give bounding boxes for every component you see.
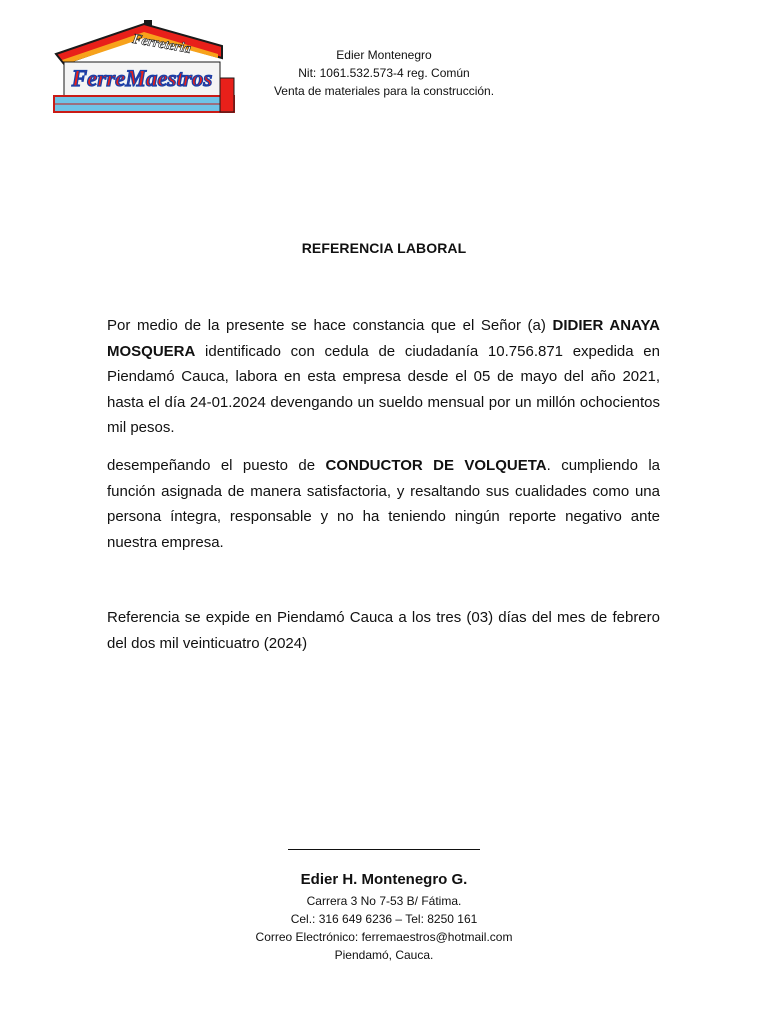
document-title: REFERENCIA LABORAL bbox=[301, 240, 467, 256]
p1-intro: Por medio de la presente se hace constancia que el Señor (a) bbox=[107, 317, 553, 334]
employee-role: CONDUCTOR DE VOLQUETA bbox=[325, 457, 547, 474]
signer-contact bbox=[0, 892, 768, 964]
paragraph-issuance: Referencia se expide en Piendamó Cauca a los tres (03) días del mes de febrero del dos mil veinticuatro (2024) bbox=[107, 609, 660, 652]
p2-details: . cumpliendo la función asignada de manera satisfactoria, y resaltando sus cualidades como una persona íntegra, responsable y no ha teniendo ningún reporte negativo ante nuestra empresa. bbox=[107, 457, 660, 551]
signer-name: Edier H. Montenegro G. bbox=[300, 871, 468, 888]
signature-line bbox=[288, 849, 480, 850]
logo-brand-text: FerreMaestros bbox=[71, 66, 213, 91]
signer-city: Piendamó, Cauca. bbox=[334, 948, 434, 962]
p1-details: identificado con cedula de ciudadanía 10.756.871 expedida en Piendamó Cauca, labora en esta empresa desde el 05 de mayo del año 2021, hasta el día 24-01.2024 devengando un sueldo mensual por un millón ochocientos mil pesos. bbox=[107, 342, 660, 436]
company-activity: Venta de materiales para la construcción. bbox=[273, 84, 495, 98]
company-nit: Nit: 1061.532.573-4 reg. Común bbox=[298, 66, 470, 80]
paragraph-employment bbox=[107, 313, 660, 441]
p2-intro: desempeñando el puesto de bbox=[107, 457, 326, 474]
signer-phones: Cel.: 316 649 6236 – Tel: 8250 161 bbox=[290, 912, 478, 926]
paragraph-role bbox=[107, 453, 660, 555]
signer-address: Carrera 3 No 7-53 B/ Fátima. bbox=[306, 894, 462, 908]
company-logo bbox=[52, 18, 237, 118]
signer-email: Correo Electrónico: ferremaestros@hotmail.com bbox=[255, 930, 513, 944]
letterhead bbox=[234, 46, 534, 100]
house-logo-icon bbox=[52, 18, 237, 118]
company-owner-name: Edier Montenegro bbox=[336, 48, 432, 62]
logo-top-text: Ferreteria bbox=[131, 31, 192, 57]
employee-name: DIDIER ANAYA MOSQUERA bbox=[107, 317, 660, 360]
